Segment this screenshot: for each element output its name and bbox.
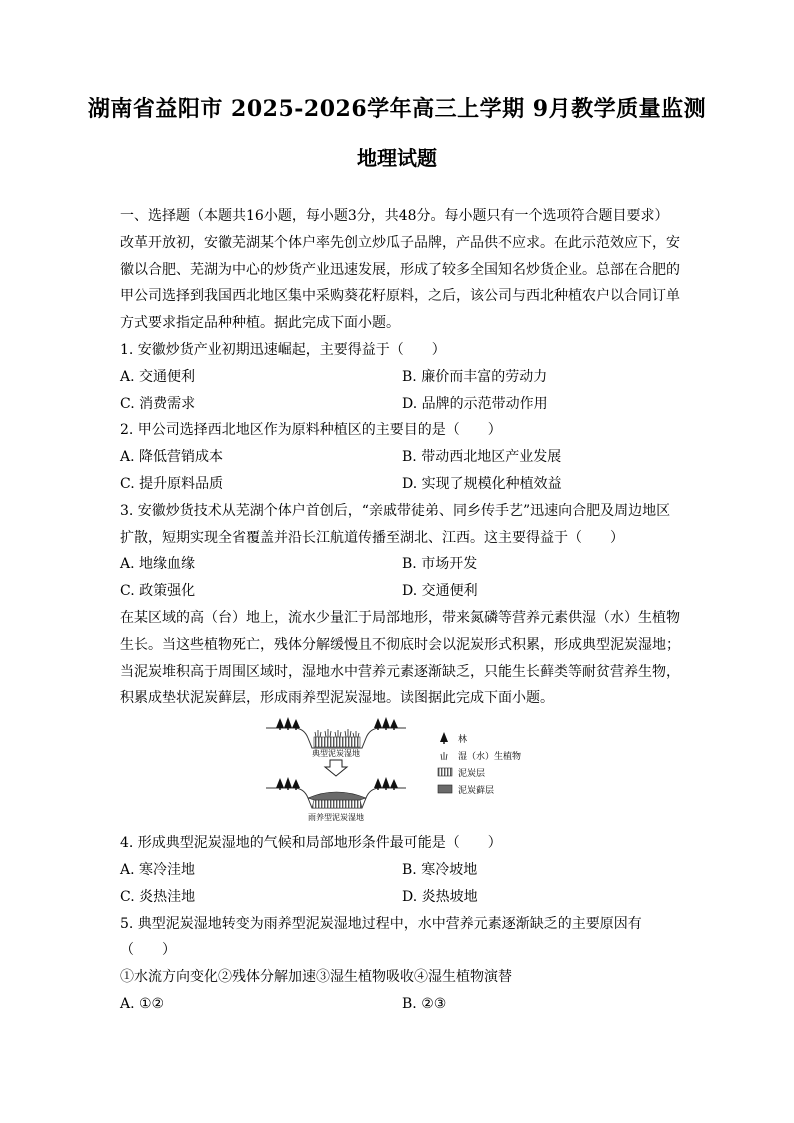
section-header: 一、选择题（本题共16小题，每小题3分，共48分。每小题只有一个选项符合题目要求） xyxy=(120,208,669,224)
figure-label-typical: 典型泥炭湿地 xyxy=(312,749,360,759)
question-2 xyxy=(120,417,680,497)
peat-layer xyxy=(312,800,362,808)
question-stem: 2. 甲公司选择西北地区作为原料种植区的主要目的是（ ） xyxy=(120,422,502,439)
typical-peat-wetland-diagram xyxy=(266,717,406,758)
question-statements: ①水流方向变化②残体分解加速③湿生植物吸收④湿生植物演替 xyxy=(120,969,512,986)
peat-wetland-diagram xyxy=(264,716,534,824)
legend-wetland-plants-icon xyxy=(441,752,447,760)
question-4 xyxy=(120,830,680,910)
option-d: D. 实现了规模化种植效益 xyxy=(402,475,562,492)
legend-label-forest: 林 xyxy=(458,735,468,746)
question-stem: 3. 安徽炒货技术从芜湖个体户首创后，“亲戚带徒弟、同乡传手艺”迅速向合肥及周边地区 xyxy=(120,502,671,519)
question-5 xyxy=(120,911,680,1018)
material-line: 生长。当这些植物死亡，残体分解缓慢且不彻底时会以泥炭形式积累，形成典型泥炭湿地； xyxy=(120,636,680,653)
legend-peat-moss-swatch xyxy=(438,785,452,793)
material-line: 在某区域的高（台）地上，流水少量汇于局部地形，带来氮磷等营养元素供湿（水）生植物 xyxy=(120,609,680,626)
legend-label-peat-layer: 泥炭层 xyxy=(458,769,486,780)
legend-forest-icon xyxy=(440,732,448,744)
question-stem-cont: 扩散，短期实现全省覆盖并沿长江航道传播至湖北、江西。这主要得益于（ ） xyxy=(120,529,624,546)
option-a: A. 地缘血缘 xyxy=(120,556,196,573)
figure-label-rainfed: 雨养型泥炭湿地 xyxy=(308,813,364,823)
wetland-plants-icon xyxy=(315,729,359,737)
material-line: 当泥炭堆积高于周围区域时，湿地水中营养元素逐渐缺乏，只能生长藓类等耐贫营养生物， xyxy=(120,663,680,680)
option-c: C. 提升原料品质 xyxy=(120,475,224,492)
material-line: 甲公司选择到我国西北地区集中采购葵花籽原料，之后，该公司与西北种植农户以合同订单 xyxy=(120,288,680,305)
option-b: B. 廉价而丰富的劳动力 xyxy=(402,368,548,385)
option-a: A. ①② xyxy=(120,995,165,1012)
option-b: B. 寒冷坡地 xyxy=(402,861,478,878)
exam-content xyxy=(120,203,680,1018)
peat-wetland-figure xyxy=(120,716,680,828)
question-stem: 1. 安徽炒货产业初期迅速崛起，主要得益于（ ） xyxy=(120,341,446,358)
option-b: B. 市场开发 xyxy=(402,556,478,573)
option-row xyxy=(120,991,680,1018)
option-c: C. 消费需求 xyxy=(120,395,196,412)
forest-icon xyxy=(374,777,398,790)
material-passage-2 xyxy=(120,605,680,712)
forest-icon xyxy=(374,717,398,730)
option-row xyxy=(120,391,680,418)
option-d: D. 品牌的示范带动作用 xyxy=(402,395,548,412)
figure-legend xyxy=(438,732,521,796)
option-c: C. 政策强化 xyxy=(120,583,196,600)
material-passage-1 xyxy=(120,230,680,337)
option-row xyxy=(120,578,680,605)
option-row xyxy=(120,364,680,391)
option-d: D. 交通便利 xyxy=(402,583,478,600)
question-stem: 5. 典型泥炭湿地转变为雨养型泥炭湿地过程中，水中营养元素逐渐缺乏的主要原因有 xyxy=(120,915,642,932)
option-b: B. 带动西北地区产业发展 xyxy=(402,449,562,466)
option-a: A. 降低营销成本 xyxy=(120,449,224,466)
question-3 xyxy=(120,498,680,605)
legend-label-peat-moss: 泥炭藓层 xyxy=(458,786,495,797)
question-stem-cont: （ ） xyxy=(120,942,176,959)
legend-label-wetland-plants: 湿（水）生植物 xyxy=(458,752,522,763)
question-1 xyxy=(120,337,680,417)
peat-moss-layer xyxy=(308,792,366,800)
option-d: D. 炎热坡地 xyxy=(402,888,478,905)
material-line: 方式要求指定品种种植。据此完成下面小题。 xyxy=(120,315,400,332)
legend-peat-layer-swatch xyxy=(438,768,452,776)
option-row xyxy=(120,444,680,471)
forest-icon xyxy=(276,777,300,790)
option-c: C. 炎热洼地 xyxy=(120,888,196,905)
option-row xyxy=(120,857,680,884)
material-line: 积累成垫状泥炭藓层，形成雨养型泥炭湿地。读图据此完成下面小题。 xyxy=(120,690,554,707)
option-row xyxy=(120,471,680,498)
option-a: A. 交通便利 xyxy=(120,368,196,385)
rainfed-peat-wetland-diagram xyxy=(266,777,406,822)
material-line: 徽以合肥、芜湖为中心的炒货产业迅速发展，形成了较多全国知名炒货企业。总部在合肥的 xyxy=(120,261,680,278)
peat-layer xyxy=(314,737,360,747)
exam-title: 湖南省益阳市 2025-2026学年高三上学期 9月教学质量监测 xyxy=(87,96,707,122)
material-line: 改革开放初，安徽芜湖某个体户率先创立炒瓜子品牌，产品供不应求。在此示范效应下，安 xyxy=(120,234,680,251)
transition-arrow xyxy=(325,760,347,776)
forest-icon xyxy=(276,717,300,730)
option-row xyxy=(120,884,680,911)
option-a: A. 寒冷洼地 xyxy=(120,861,196,878)
exam-subject-title: 地理试题 xyxy=(357,146,437,170)
option-row xyxy=(120,551,680,578)
option-b: B. ②③ xyxy=(402,995,447,1012)
question-stem: 4. 形成典型泥炭湿地的气候和局部地形条件最可能是（ ） xyxy=(120,835,502,852)
